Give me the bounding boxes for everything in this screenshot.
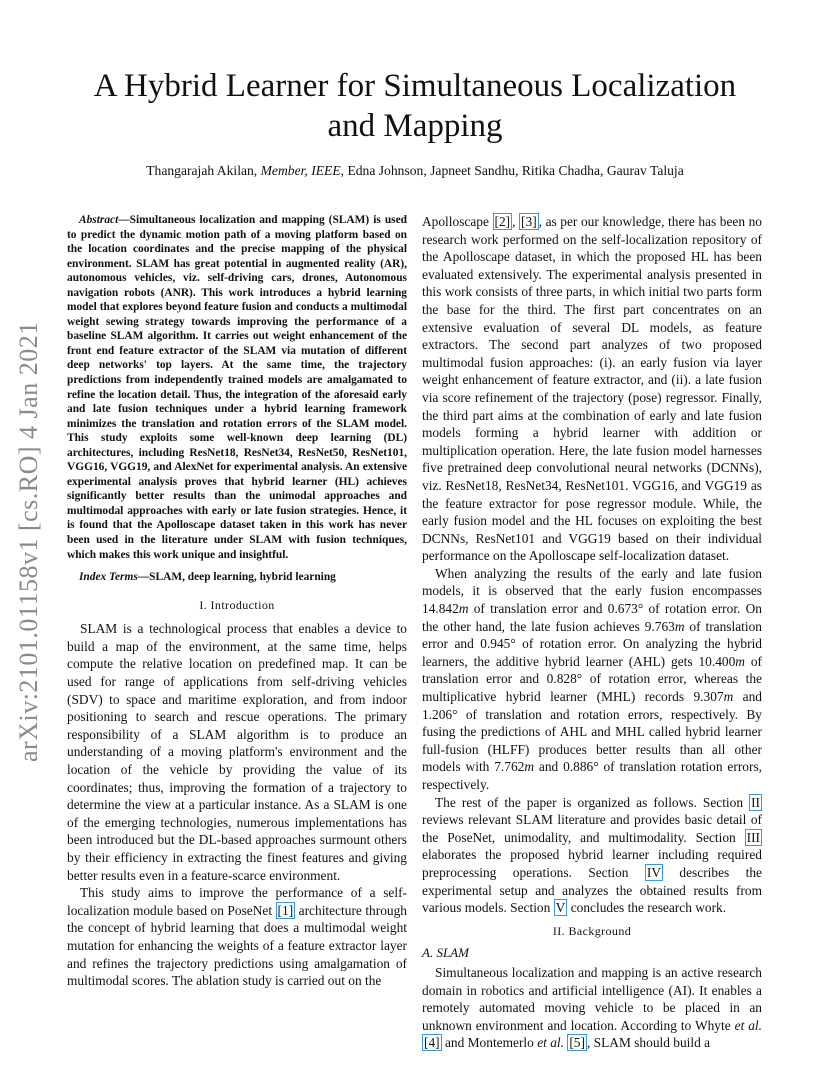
early-rotation-error: 0.673° — [607, 601, 644, 617]
rp2-g: of rotation error, whereas the multiplicative hybrid learner (MHL) records — [422, 671, 762, 705]
unit-m: m — [723, 689, 734, 705]
mhl-translation-error: 9.307 — [693, 689, 724, 705]
author-list — [70, 163, 760, 179]
ahl-rotation-error: 0.828° — [546, 671, 583, 687]
paper-title — [70, 66, 760, 146]
unit-m: m — [735, 653, 745, 669]
late-translation-error: 9.763 — [644, 618, 675, 634]
rp2-i: of translation and rotation errors, respectively. By fusing the predictions of AHL and MHL called hybrid learner full-fusion (HLFF) produces better results than all other models with — [422, 706, 762, 775]
title-line-2: and Mapping — [327, 108, 503, 144]
unit-m: m — [524, 759, 535, 775]
section-heading-background: II. Background — [552, 923, 632, 938]
bg-a: Simultaneous localization and mapping is an active research domain in robotics and artificial intelligence (AI). It enables a remotely automated moving vehicle to be placed in an unknown environment and location. According to Whyte — [422, 964, 762, 1033]
right-column — [422, 213, 762, 1052]
rp2-h: and — [733, 689, 762, 705]
rp1-separator: , — [512, 214, 520, 229]
rp2-e: of rotation error. On analyzing the hybrid learners, the additive hybrid learner (AHL) gets — [422, 636, 763, 669]
citation-1[interactable]: [1] — [277, 902, 294, 918]
abstract — [67, 213, 407, 562]
citation-4[interactable]: [4] — [424, 1035, 440, 1051]
authors-rest: , Edna Johnson, Japneet Sandhu, Ritika Chadha, Gaurav Taluja — [340, 163, 684, 178]
index-terms — [67, 570, 407, 585]
index-terms-lead: Index Terms — [79, 571, 138, 584]
rp2-b: of translation error and — [468, 601, 608, 617]
arxiv-identifier: arXiv:2101.01158v1 [cs.RO] 4 Jan 2021 — [14, 321, 43, 762]
et-al: et al. — [734, 1017, 762, 1033]
right-paragraph-3 — [422, 794, 762, 917]
intro-p2-text-a: This study aims to improve the performance of a self-localization module based on PoseNet — [67, 885, 407, 918]
section-link-4[interactable]: IV — [646, 864, 662, 880]
index-terms-body: —SLAM, deep learning, hybrid learning — [137, 571, 336, 584]
rp3-c: elaborates the proposed hybrid learner including required preprocessing operations. Section — [422, 847, 762, 880]
rp3-b: reviews relevant SLAM literature and provides basic detail of the PoseNet, unimodality, and multimodality. Section — [422, 812, 762, 845]
bg-e: , SLAM should build a — [586, 1035, 711, 1051]
hlff-translation-error: 7.762 — [494, 759, 525, 775]
unit-m: m — [674, 618, 685, 634]
intro-p2-text-b: architecture through the concept of hybrid learning that does a multimodal weight mutation for enhancing the weights of a feature extractor layer and refines the trajectory predictions using amalgamation of multimodal scores. The ablation study is carried out on the — [67, 902, 407, 989]
early-translation-error: 14.842 — [422, 601, 459, 617]
background-paragraph-1 — [422, 964, 762, 1052]
intro-paragraph-1: SLAM is a technological process that enables a device to build a map of the environment, at the same time, helps compute the relative location on predefined map. It can be used for range of applications from self-driving vehicles (SDV) to space and maritime exploration, and from indoor positioning to search and rescue operations. The primary responsibility of a SLAM algorithm is to produce an understanding of a moving platform's environment and the location of the vehicle by providing the value of its coordinates; thus, improving the formation of a trajectory to determine the view at a particular instance. As a SLAM is one of the emerging technologies, numerous implementations has been introduced but the DL-based approaches surmount others by their efficiency in extracting the finest features and giving better results even in a feature-scarce environment. — [67, 621, 407, 883]
rp3-d: describes the experimental setup and analyzes the obtained results from various models. Section — [422, 864, 762, 916]
rp2-a: When analyzing the results of the early and late fusion models, it is observed that the early fusion encompasses — [422, 565, 762, 599]
intro-paragraph-2 — [67, 884, 407, 990]
authors-first: Thangarajah Akilan, — [146, 163, 261, 178]
ahl-translation-error: 10.400 — [698, 653, 736, 669]
citation-2[interactable]: [2] — [494, 214, 511, 229]
rp3-a: The rest of the paper is organized as follows. Section — [435, 794, 750, 810]
rp2-k: of translation rotation errors, respectively. — [422, 759, 762, 792]
section-link-3[interactable]: III — [746, 829, 760, 845]
citation-3[interactable]: [3] — [521, 214, 537, 229]
abstract-lead: Abstract — [79, 214, 119, 226]
section-link-5[interactable]: V — [555, 900, 566, 916]
mhl-rotation-error: 1.206° — [422, 706, 458, 722]
title-line-1: A Hybrid Learner for Simultaneous Localization — [93, 68, 737, 104]
left-column — [67, 213, 407, 990]
rp2-d: of translation error and — [422, 618, 763, 652]
rp2-j: and — [534, 759, 564, 775]
bg-c: and Montemerlo — [441, 1035, 538, 1051]
unit-m: m — [458, 601, 469, 617]
rp3-e: concludes the research work. — [567, 900, 727, 916]
rp1-text-b: , as per our knowledge, there has been no research work performed on the self-localization repository of the Apolloscape dataset, in which the proposed HL has been evaluated extensively. The experimental analysis presented in this work consists of three parts, in which initial two parts form the base for the third. The first part concentrates on an extensive evaluation of several DL models, as feature extractors. The second part analyzes of two proposed multimodal fusion approaches: (i). an early fusion via layer weight enhancement of feature extractor, and (ii). a late fusion via score refinement of the trajectory (pose) regressor. Finally, the third part aims at the combination of early and late fusion models forming a hybrid learner with addition or multiplication operation. Here, the late fusion model harnesses five pretrained deep convolutional neural networks (DCNNs), viz. ResNet18, ResNet34, ResNet101. VGG16, and VGG19 as the feature extractor for pose regressor module. While, the early fusion model and the HL focuses on exploiting the best DCNNs, ResNet101 and VGG19 based on their individual performance on the Apolloscape self-localization dataset. — [422, 214, 762, 564]
section-heading-introduction: I. Introduction — [199, 597, 275, 612]
et-al: et al. — [537, 1035, 564, 1051]
arxiv-sidebar — [0, 0, 56, 1072]
subsection-heading-slam: A. SLAM — [422, 945, 469, 961]
right-paragraph-2 — [422, 565, 762, 794]
rp1-text-a: Apolloscape — [422, 214, 493, 229]
abstract-body: —Simultaneous localization and mapping (SLAM) is used to predict the dynamic motion path of a moving platform based on the location coordinates and the precise mapping of the physical environment. SLAM has great potential in augmented reality (AR), autonomous vehicles, viz. self-driving cars, drones, Autonomous navigation robots (ANR). This work introduces a hybrid learning model that explores beyond feature fusion and conducts a multimodal weight sewing strategy towards improving the performance of a baseline SLAM algorithm. It carries out weight enhancement of the front end feature extractor of the SLAM via mutation of different deep networks' top layers. At the same time, the trajectory predictions from independently trained models are amalgamated to refine the location detail. Thus, the integration of the aforesaid early and late fusion techniques under a hybrid learning framework minimizes the translation and rotation errors of the SLAM model. This study exploits some well-known deep learning (DL) architectures, including ResNet18, ResNet34, ResNet50, ResNet101, VGG16, VGG19, and AlexNet for experimental analysis. An extensive experimental analysis proves that hybrid learner (HL) achieves significantly better results than the unimodal approaches and multimodal approaches with early or late fusion strategies. Hence, it is found that the Apolloscape dataset taken in this work has never been used in the literature under SLAM with fusion techniques, which makes this work unique and insightful. — [67, 214, 407, 561]
authors-member: Member, IEEE — [260, 163, 341, 178]
rp2-c: of rotation error. On the other hand, the late fusion achieves — [422, 601, 762, 634]
hlff-rotation-error: 0.886° — [563, 759, 599, 775]
section-link-2[interactable]: II — [751, 794, 760, 810]
rp2-f: of translation error and — [422, 653, 762, 687]
late-rotation-error: 0.945° — [480, 636, 516, 652]
citation-5[interactable]: [5] — [569, 1035, 585, 1051]
right-paragraph-1 — [422, 213, 762, 565]
